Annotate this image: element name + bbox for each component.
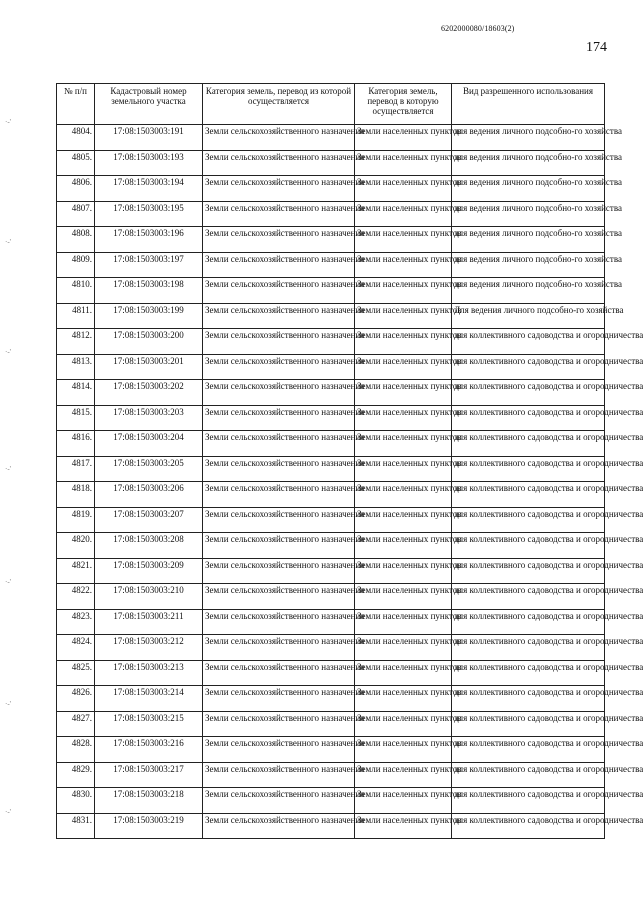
category-to: Земли населенных пунктов xyxy=(355,533,452,559)
category-from: Земли сельскохозяйственного назначения xyxy=(203,482,355,508)
table-row xyxy=(57,482,605,508)
category-from: Земли сельскохозяйственного назначения xyxy=(203,354,355,380)
permitted-use: для коллективного садоводства и огородничества xyxy=(452,533,605,559)
cadastral-number: 17:08:1503003:209 xyxy=(95,558,203,584)
table-row xyxy=(57,252,605,278)
row-number: 4805. xyxy=(57,150,95,176)
margin-scan-mark: ·-' xyxy=(5,808,11,816)
category-from: Земли сельскохозяйственного назначения xyxy=(203,660,355,686)
permitted-use: для коллективного садоводства и огородничества xyxy=(452,329,605,355)
category-from: Земли сельскохозяйственного назначения xyxy=(203,252,355,278)
category-to: Земли населенных пунктов xyxy=(355,762,452,788)
category-to: Земли населенных пунктов xyxy=(355,558,452,584)
row-number: 4810. xyxy=(57,278,95,304)
page-number: 174 xyxy=(586,40,607,55)
category-from: Земли сельскохозяйственного назначения xyxy=(203,380,355,406)
column-header-cadastral: Кадастровый номер земельного участка xyxy=(95,84,203,125)
permitted-use: для коллективного садоводства и огородничества xyxy=(452,660,605,686)
permitted-use: для коллективного садоводства и огородничества xyxy=(452,788,605,814)
category-to: Земли населенных пунктов xyxy=(355,176,452,202)
permitted-use: Для ведения личного подсобно-го хозяйства xyxy=(452,303,605,329)
row-number: 4830. xyxy=(57,788,95,814)
category-from: Земли сельскохозяйственного назначения xyxy=(203,558,355,584)
table-row xyxy=(57,558,605,584)
row-number: 4812. xyxy=(57,329,95,355)
category-from: Земли сельскохозяйственного назначения xyxy=(203,635,355,661)
table-row xyxy=(57,813,605,839)
cadastral-number: 17:08:1503003:195 xyxy=(95,201,203,227)
table-header-row xyxy=(57,84,605,125)
cadastral-number: 17:08:1503003:213 xyxy=(95,660,203,686)
table-row xyxy=(57,380,605,406)
permitted-use: для коллективного садоводства и огородничества xyxy=(452,609,605,635)
category-to: Земли населенных пунктов xyxy=(355,609,452,635)
cadastral-number: 17:08:1503003:208 xyxy=(95,533,203,559)
category-to: Земли населенных пунктов xyxy=(355,813,452,839)
margin-scan-mark: ·-' xyxy=(5,348,11,356)
permitted-use: для ведения личного подсобно-го хозяйства xyxy=(452,176,605,202)
category-to: Земли населенных пунктов xyxy=(355,660,452,686)
column-header-category-from: Категория земель, перевод из которой осуществляется xyxy=(203,84,355,125)
permitted-use: для коллективного садоводства и огородничества xyxy=(452,380,605,406)
row-number: 4822. xyxy=(57,584,95,610)
category-from: Земли сельскохозяйственного назначения xyxy=(203,176,355,202)
permitted-use: для коллективного садоводства и огородничества xyxy=(452,482,605,508)
permitted-use: для ведения личного подсобно-го хозяйства xyxy=(452,227,605,253)
cadastral-number: 17:08:1503003:196 xyxy=(95,227,203,253)
table-row xyxy=(57,456,605,482)
permitted-use: для коллективного садоводства и огородничества xyxy=(452,507,605,533)
column-header-number: № п/п xyxy=(57,84,95,125)
category-from: Земли сельскохозяйственного назначения xyxy=(203,431,355,457)
row-number: 4826. xyxy=(57,686,95,712)
category-to: Земли населенных пунктов xyxy=(355,584,452,610)
category-from: Земли сельскохозяйственного назначения xyxy=(203,507,355,533)
cadastral-number: 17:08:1503003:203 xyxy=(95,405,203,431)
row-number: 4820. xyxy=(57,533,95,559)
table-row xyxy=(57,354,605,380)
row-number: 4825. xyxy=(57,660,95,686)
table-row xyxy=(57,711,605,737)
permitted-use: для ведения личного подсобно-го хозяйства xyxy=(452,125,605,151)
category-from: Земли сельскохозяйственного назначения xyxy=(203,788,355,814)
category-to: Земли населенных пунктов xyxy=(355,507,452,533)
row-number: 4804. xyxy=(57,125,95,151)
category-to: Земли населенных пунктов xyxy=(355,380,452,406)
table-row xyxy=(57,737,605,763)
cadastral-number: 17:08:1503003:212 xyxy=(95,635,203,661)
category-to: Земли населенных пунктов xyxy=(355,788,452,814)
category-from: Земли сельскохозяйственного назначения xyxy=(203,584,355,610)
category-from: Земли сельскохозяйственного назначения xyxy=(203,405,355,431)
category-from: Земли сельскохозяйственного назначения xyxy=(203,227,355,253)
category-to: Земли населенных пунктов xyxy=(355,737,452,763)
cadastral-number: 17:08:1503003:214 xyxy=(95,686,203,712)
category-to: Земли населенных пунктов xyxy=(355,456,452,482)
permitted-use: для коллективного садоводства и огородничества xyxy=(452,686,605,712)
table-row xyxy=(57,788,605,814)
table-row xyxy=(57,405,605,431)
category-from: Земли сельскохозяйственного назначения xyxy=(203,125,355,151)
permitted-use: для ведения личного подсобно-го хозяйства xyxy=(452,150,605,176)
row-number: 4817. xyxy=(57,456,95,482)
category-to: Земли населенных пунктов xyxy=(355,150,452,176)
category-to: Земли населенных пунктов xyxy=(355,686,452,712)
table-row xyxy=(57,125,605,151)
land-plots-table xyxy=(56,83,643,839)
category-from: Земли сельскохозяйственного назначения xyxy=(203,303,355,329)
row-number: 4808. xyxy=(57,227,95,253)
category-to: Земли населенных пунктов xyxy=(355,354,452,380)
table-row xyxy=(57,635,605,661)
cadastral-number: 17:08:1503003:218 xyxy=(95,788,203,814)
document-reference: 6202000080/18603(2) xyxy=(441,24,515,33)
category-to: Земли населенных пунктов xyxy=(355,329,452,355)
category-from: Земли сельскохозяйственного назначения xyxy=(203,150,355,176)
row-number: 4809. xyxy=(57,252,95,278)
cadastral-number: 17:08:1503003:204 xyxy=(95,431,203,457)
table-row xyxy=(57,507,605,533)
table-row xyxy=(57,303,605,329)
row-number: 4806. xyxy=(57,176,95,202)
row-number: 4824. xyxy=(57,635,95,661)
cadastral-number: 17:08:1503003:207 xyxy=(95,507,203,533)
table-row xyxy=(57,762,605,788)
table-row xyxy=(57,609,605,635)
permitted-use: для коллективного садоводства и огородничества xyxy=(452,431,605,457)
table-row xyxy=(57,431,605,457)
margin-scan-mark: ·-' xyxy=(5,700,11,708)
row-number: 4827. xyxy=(57,711,95,737)
row-number: 4823. xyxy=(57,609,95,635)
table-row xyxy=(57,329,605,355)
cadastral-number: 17:08:1503003:201 xyxy=(95,354,203,380)
cadastral-number: 17:08:1503003:210 xyxy=(95,584,203,610)
cadastral-number: 17:08:1503003:197 xyxy=(95,252,203,278)
row-number: 4828. xyxy=(57,737,95,763)
category-to: Земли населенных пунктов xyxy=(355,303,452,329)
row-number: 4814. xyxy=(57,380,95,406)
table-row xyxy=(57,150,605,176)
row-number: 4816. xyxy=(57,431,95,457)
permitted-use: для коллективного садоводства и огородничества xyxy=(452,711,605,737)
permitted-use: для коллективного садоводства и огородничества xyxy=(452,354,605,380)
category-to: Земли населенных пунктов xyxy=(355,711,452,737)
table-row xyxy=(57,686,605,712)
cadastral-number: 17:08:1503003:206 xyxy=(95,482,203,508)
category-from: Земли сельскохозяйственного назначения xyxy=(203,456,355,482)
category-from: Земли сельскохозяйственного назначения xyxy=(203,711,355,737)
category-from: Земли сельскохозяйственного назначения xyxy=(203,813,355,839)
cadastral-number: 17:08:1503003:216 xyxy=(95,737,203,763)
permitted-use: для ведения личного подсобно-го хозяйства xyxy=(452,201,605,227)
category-to: Земли населенных пунктов xyxy=(355,635,452,661)
category-to: Земли населенных пунктов xyxy=(355,431,452,457)
permitted-use: для коллективного садоводства и огородничества xyxy=(452,813,605,839)
category-from: Земли сельскохозяйственного назначения xyxy=(203,329,355,355)
permitted-use: для ведения личного подсобно-го хозяйства xyxy=(452,252,605,278)
category-to: Земли населенных пунктов xyxy=(355,201,452,227)
row-number: 4829. xyxy=(57,762,95,788)
permitted-use: для коллективного садоводства и огородничества xyxy=(452,405,605,431)
row-number: 4831. xyxy=(57,813,95,839)
cadastral-number: 17:08:1503003:219 xyxy=(95,813,203,839)
cadastral-number: 17:08:1503003:211 xyxy=(95,609,203,635)
row-number: 4811. xyxy=(57,303,95,329)
row-number: 4818. xyxy=(57,482,95,508)
table-row xyxy=(57,533,605,559)
category-to: Земли населенных пунктов xyxy=(355,252,452,278)
margin-scan-mark: ·-' xyxy=(5,578,11,586)
category-from: Земли сельскохозяйственного назначения xyxy=(203,737,355,763)
table-row xyxy=(57,278,605,304)
table-row xyxy=(57,584,605,610)
margin-scan-mark: ·-' xyxy=(5,238,11,246)
cadastral-number: 17:08:1503003:194 xyxy=(95,176,203,202)
category-to: Земли населенных пунктов xyxy=(355,125,452,151)
permitted-use: для коллективного садоводства и огородничества xyxy=(452,558,605,584)
row-number: 4807. xyxy=(57,201,95,227)
column-header-permitted-use: Вид разрешенного использования xyxy=(452,84,605,125)
table-row xyxy=(57,227,605,253)
table-row xyxy=(57,660,605,686)
category-to: Земли населенных пунктов xyxy=(355,227,452,253)
row-number: 4815. xyxy=(57,405,95,431)
row-number: 4813. xyxy=(57,354,95,380)
permitted-use: для коллективного садоводства и огородничества xyxy=(452,762,605,788)
category-from: Земли сельскохозяйственного назначения xyxy=(203,609,355,635)
cadastral-number: 17:08:1503003:200 xyxy=(95,329,203,355)
margin-scan-mark: ·-' xyxy=(5,118,11,126)
cadastral-number: 17:08:1503003:199 xyxy=(95,303,203,329)
category-from: Земли сельскохозяйственного назначения xyxy=(203,533,355,559)
category-to: Земли населенных пунктов xyxy=(355,278,452,304)
category-from: Земли сельскохозяйственного назначения xyxy=(203,762,355,788)
row-number: 4821. xyxy=(57,558,95,584)
category-from: Земли сельскохозяйственного назначения xyxy=(203,278,355,304)
table-row xyxy=(57,201,605,227)
category-from: Земли сельскохозяйственного назначения xyxy=(203,686,355,712)
permitted-use: для коллективного садоводства и огородничества xyxy=(452,737,605,763)
cadastral-number: 17:08:1503003:191 xyxy=(95,125,203,151)
permitted-use: для коллективного садоводства и огородничества xyxy=(452,456,605,482)
cadastral-number: 17:08:1503003:193 xyxy=(95,150,203,176)
permitted-use: для коллективного садоводства и огородничества xyxy=(452,584,605,610)
margin-scan-mark: ·-' xyxy=(5,465,11,473)
cadastral-number: 17:08:1503003:205 xyxy=(95,456,203,482)
category-to: Земли населенных пунктов xyxy=(355,482,452,508)
permitted-use: для коллективного садоводства и огородничества xyxy=(452,635,605,661)
cadastral-number: 17:08:1503003:217 xyxy=(95,762,203,788)
cadastral-number: 17:08:1503003:215 xyxy=(95,711,203,737)
cadastral-number: 17:08:1503003:202 xyxy=(95,380,203,406)
category-from: Земли сельскохозяйственного назначения xyxy=(203,201,355,227)
row-number: 4819. xyxy=(57,507,95,533)
permitted-use: для ведения личного подсобно-го хозяйства xyxy=(452,278,605,304)
column-header-category-to: Категория земель, перевод в которую осуществляется xyxy=(355,84,452,125)
category-to: Земли населенных пунктов xyxy=(355,405,452,431)
cadastral-number: 17:08:1503003:198 xyxy=(95,278,203,304)
table-row xyxy=(57,176,605,202)
